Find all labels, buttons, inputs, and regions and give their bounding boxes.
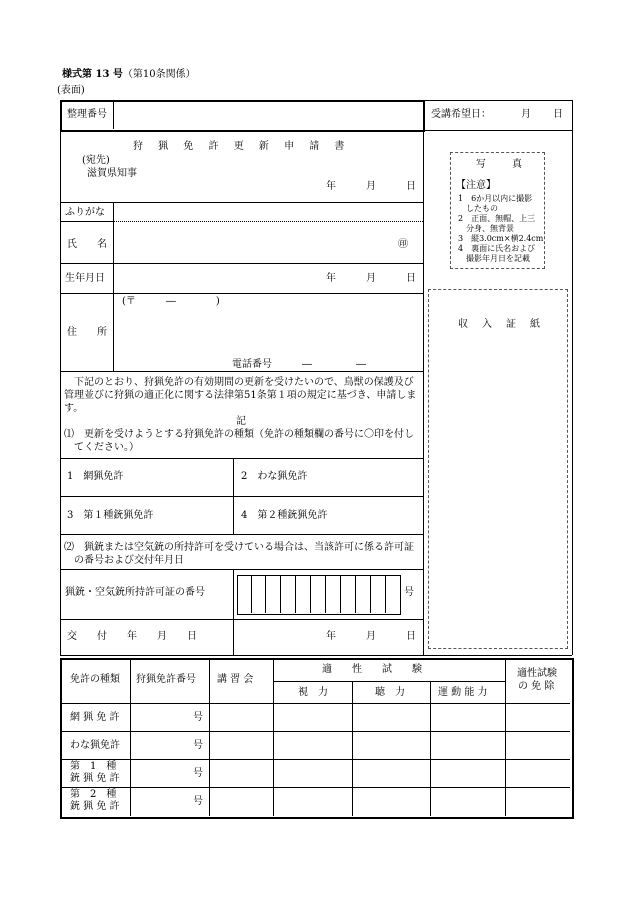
license-type-4[interactable]: 4 第２種銃猟免許 [241,510,328,521]
issue-year: 年 [326,631,336,642]
item2-line-2: の番号および交付年月日 [64,555,184,566]
item1-line-2: てください。） [64,442,139,453]
license-type-2[interactable]: 2 わな猟免許 [241,471,308,482]
birth-month: 月 [366,273,376,284]
revenue-stamp-title: 収 入 証 紙 [458,319,542,330]
name-label: 氏 名 [67,239,107,250]
row-number-suffix: 号 [193,712,203,723]
col-license-type: 免許の種類 [70,674,120,685]
seiri-number-field[interactable] [114,102,419,127]
photo-note: 4 裏面に氏名および [458,244,536,253]
seiri-label: 整理番号 [67,109,107,120]
form-number: 様式第 13 号（第10条関係） [62,69,196,80]
issue-day: 日 [406,631,416,642]
phone-label: 電話番号 [232,359,272,370]
app-year: 年 [326,181,336,192]
statement-line-3: す。 [64,403,84,414]
address-field[interactable] [114,310,422,355]
item1-line-1: ⑴ 更新を受けようとする狩猟免許の種類（免許の種類欄の番号に〇印を付し [64,429,414,440]
col-course: 講 習 会 [217,674,254,685]
col-license-number: 狩猟免許番号 [136,674,196,685]
col-exempt-2: の 免 除 [518,681,555,692]
furigana-label: ふりがな [65,207,105,218]
photo-note: 1 6か月以内に撮影 [458,194,533,203]
row-license-type: 第 2 種 [70,789,117,800]
row-license-type-2: 銃 猟 免 許 [70,773,120,784]
app-day: 日 [406,181,416,192]
revenue-stamp-box [428,289,568,649]
row-number-suffix: 号 [193,768,203,779]
app-month: 月 [366,181,376,192]
birth-day: 日 [406,273,416,284]
address-label: 住 所 [67,327,107,338]
jukou-label: 受講希望日： [431,109,491,120]
col-motor: 運 動 能 力 [438,687,488,698]
photo-title: 写 真 [476,159,524,170]
col-hearing: 聴 力 [375,687,405,698]
ki-label: 記 [236,416,246,427]
birth-year: 年 [326,273,336,284]
photo-note-title: 【注意】 [456,180,496,191]
photo-note: 撮影年月日を記載 [458,254,530,263]
row-number-suffix: 号 [193,796,203,807]
item2-line-1: ⑵ 猟銃または空気銃の所持許可を受けている場合は、当該許可に係る許可証 [64,542,414,553]
addressee-prefix: (宛先) [82,155,110,166]
row-license-type: 第 1 種 [70,761,117,772]
photo-note: 2 正面、無帽、上三 [458,214,536,223]
col-aptitude: 適 性 試 験 [322,664,422,675]
seal-icon: ㊞ [398,239,408,250]
row-license-type: わな猟免許 [70,740,120,751]
phone-dash-2: ― [356,359,366,370]
postal-code: (〒 ― ) [122,296,220,307]
statement-line-2: 管理並びに狩猟の適正化に関する法律第51条第１項の規定に基づき、申請しま [64,390,417,401]
name-field[interactable] [114,222,394,262]
permit-number-boxes[interactable] [237,575,401,615]
license-type-1[interactable]: 1 網猟免許 [67,471,124,482]
col-vision: 視 力 [298,687,328,698]
photo-note: 分身、無背景 [458,224,514,233]
permit-label: 猟銃・空気銃所持許可証の番号 [65,587,205,598]
jukou-day: 日 [553,109,563,120]
col-exempt-1: 適性試験 [517,668,557,679]
form-title: 狩 猟 免 許 更 新 申 請 書 [133,141,351,152]
jukou-month: 月 [521,109,531,120]
phone-dash-1: ― [302,359,312,370]
row-license-type-2: 銃 猟 免 許 [70,801,120,812]
issue-month: 月 [366,631,376,642]
row-license-type: 網 猟 免 許 [70,712,120,723]
permit-suffix: 号 [404,587,414,598]
row-number-suffix: 号 [193,740,203,751]
issue-date-label: 交 付 年 月 日 [67,631,197,642]
photo-note: したもの [458,204,498,213]
furigana-field[interactable] [114,203,422,221]
addressee-name: 滋賀県知事 [87,168,137,179]
license-type-3[interactable]: 3 第１種銃猟免許 [67,510,154,521]
birth-label: 生年月日 [65,273,105,284]
form-side-label: (表面) [57,85,85,96]
photo-note: 3 縦3.0cm×横2.4cm [458,234,544,243]
statement-line-1: 下記のとおり、狩猟免許の有効期間の更新を受けたいので、鳥獣の保護及び [64,377,414,388]
